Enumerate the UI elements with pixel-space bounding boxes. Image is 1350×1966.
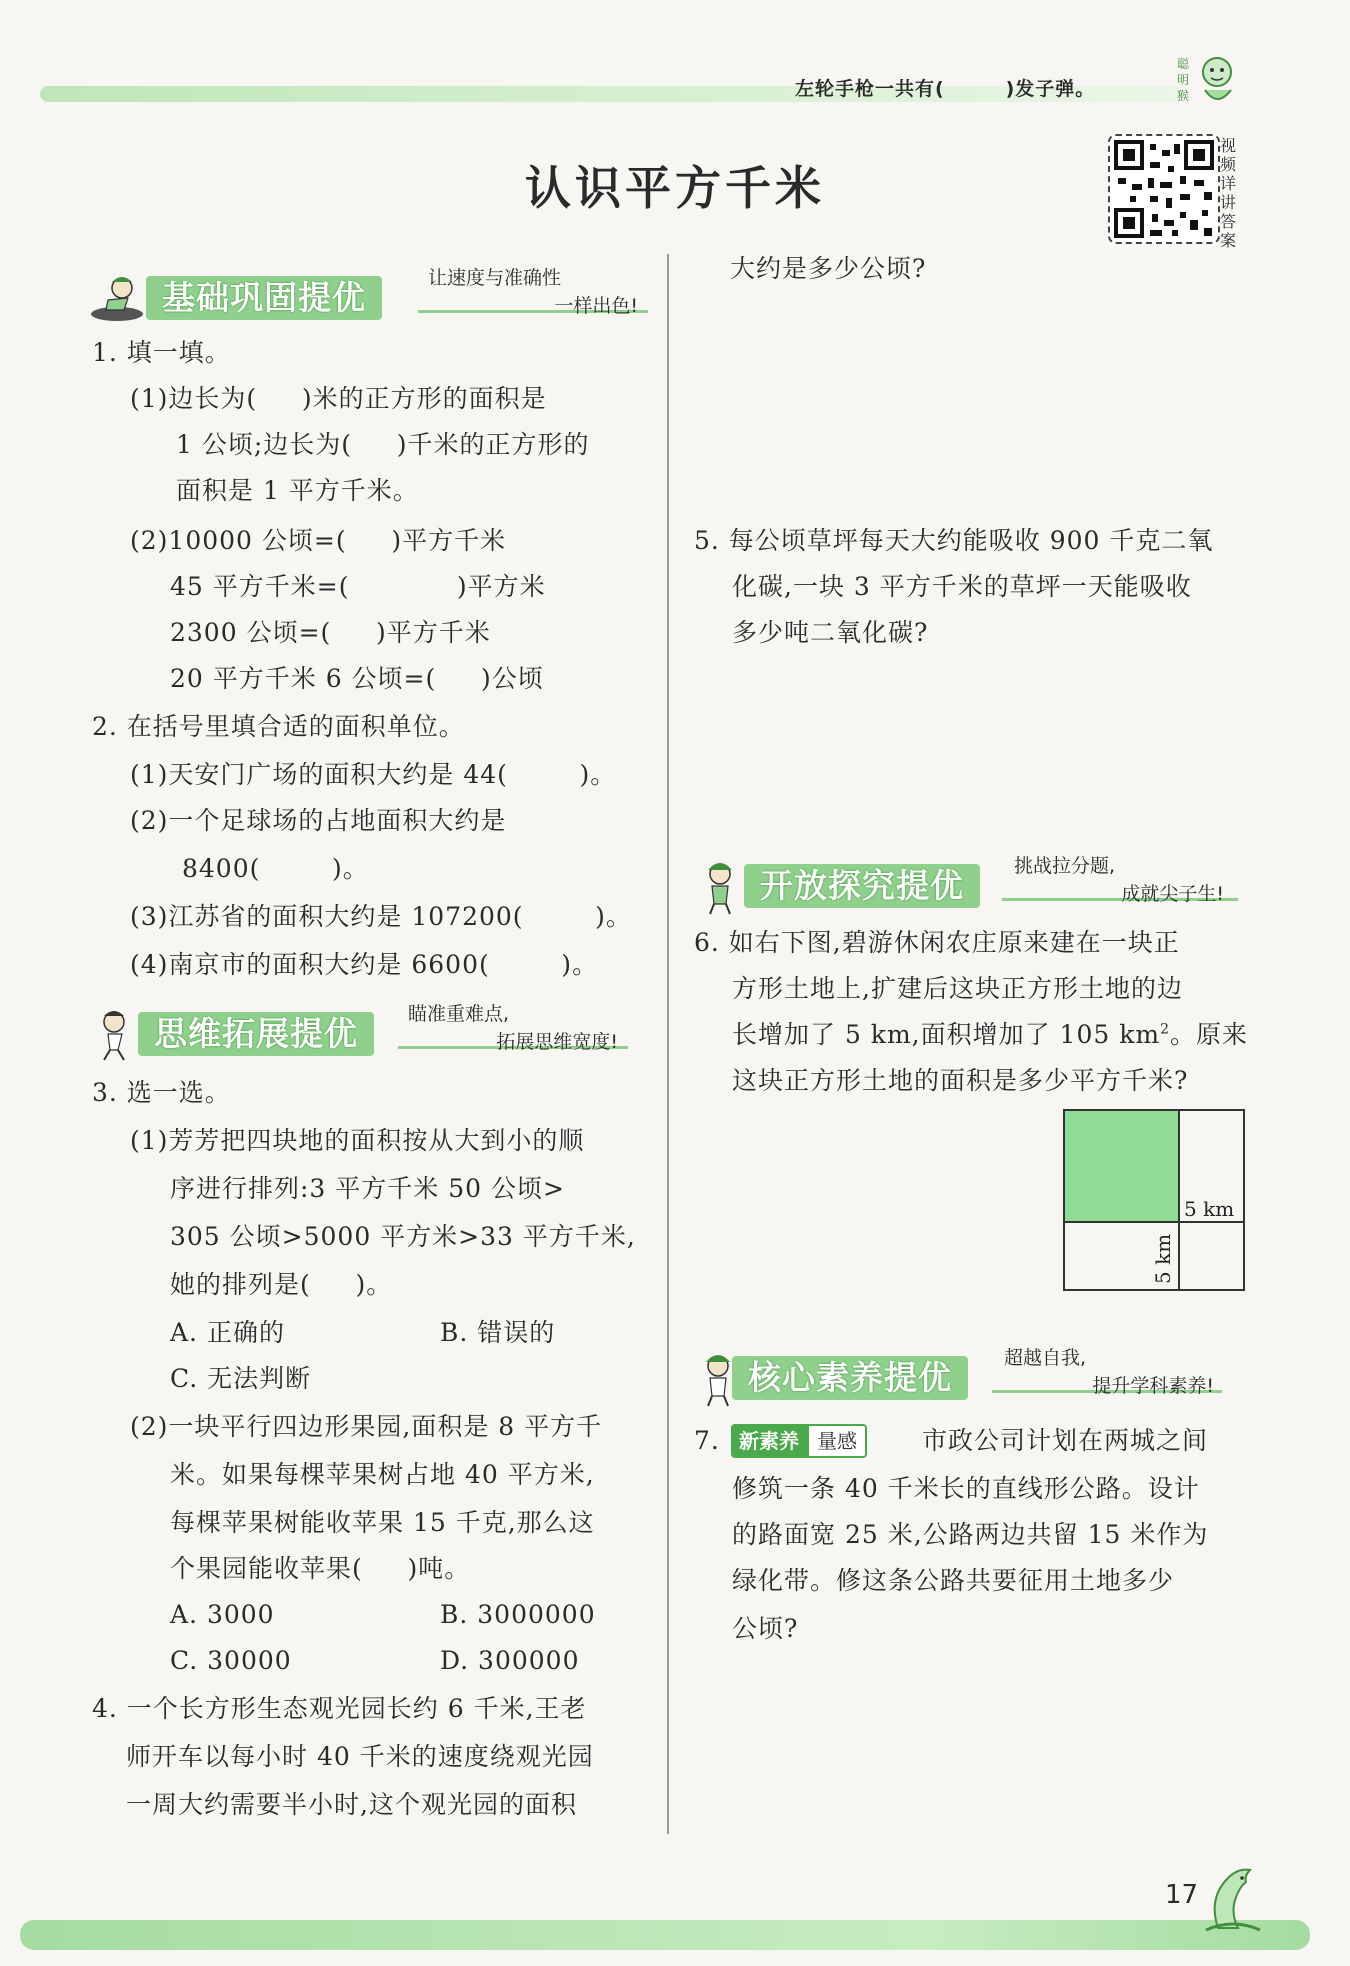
text-line: (2)一个足球场的占地面积大约是 [130, 806, 507, 835]
new-literacy-badge [731, 1424, 867, 1458]
q7-number: 7. [694, 1426, 720, 1455]
text-line: 长增加了 5 km,面积增加了 105 $km^2$。原来 [732, 1020, 1249, 1049]
choice-c: C. 30000 [170, 1646, 292, 1675]
q5-heading: 5. 每公顷草坪每天大约能吸收 900 千克二氧 [694, 526, 1214, 555]
text-line: 面积是 1 平方千米。 [176, 476, 419, 505]
kid-explorer-icon [692, 858, 750, 916]
text-line: 一周大约需要半小时,这个观光园的面积 [126, 1790, 577, 1819]
section-banner-open [692, 852, 1238, 924]
text-line: (3)江苏省的面积大约是 107200( )。 [130, 902, 632, 931]
text-line: 多少吨二氧化碳? [732, 618, 929, 647]
choice-b: B. 3000000 [440, 1600, 596, 1629]
section-banner-core [692, 1344, 1222, 1416]
text-line: 化碳,一块 3 平方千米的草坪一天能吸收 [732, 572, 1192, 601]
label-5km-right: 5 km [1184, 1197, 1235, 1221]
monkey-mascot-icon [1175, 50, 1245, 110]
section-title-core: 核心素养提优 [732, 1356, 968, 1400]
q2-heading: 2. 在括号里填合适的面积单位。 [92, 712, 465, 741]
text-line: 米。如果每棵苹果树占地 40 平方米, [170, 1460, 595, 1489]
badge-tag: 新素养 [731, 1424, 807, 1458]
text-line: (2)10000 公顷=( )平方千米 [130, 526, 507, 555]
section-banner-thinking [88, 1000, 628, 1072]
section-slogan-core: 超越自我, 提升学科素养! [1004, 1347, 1214, 1397]
section-title-basic: 基础巩固提优 [146, 276, 382, 320]
text-line: (1)天安门广场的面积大约是 44( )。 [130, 760, 617, 789]
text-line: 公顷? [732, 1614, 799, 1643]
choice-b: B. 错误的 [440, 1318, 556, 1347]
text-line: 修筑一条 40 千米长的直线形公路。设计 [732, 1474, 1200, 1503]
q6-heading: 6. 如右下图,碧游休闲农庄原来建在一块正 [694, 928, 1180, 957]
text-line: 个果园能收苹果( )吨。 [170, 1554, 471, 1583]
section-banner-basic [88, 264, 648, 336]
section-slogan-open: 挑战拉分题, 成就尖子生! [1014, 855, 1224, 905]
qr-caption: 视频详讲答案 [1220, 136, 1237, 250]
text-line: 2300 公顷=( )平方千米 [170, 618, 491, 647]
text-line: 这块正方形土地的面积是多少平方千米? [732, 1066, 1189, 1095]
text-line: 305 公顷>5000 平方米>33 平方千米, [170, 1222, 636, 1251]
section-slogan-basic: 让速度与准确性 一样出色! [428, 267, 638, 317]
bottom-band [20, 1920, 1310, 1950]
text-line: 方形土地上,扩建后这块正方形土地的边 [732, 974, 1183, 1003]
choice-d: D. 300000 [440, 1646, 580, 1675]
square-expansion-diagram [1062, 1108, 1246, 1292]
dolphin-icon [1198, 1858, 1268, 1938]
q1-heading: 1. 填一填。 [92, 338, 231, 367]
text-line: (4)南京市的面积大约是 6600( )。 [130, 950, 599, 979]
qr-code-icon[interactable] [1108, 134, 1220, 244]
page-number: 17 [1165, 1880, 1199, 1910]
original-square [1064, 1110, 1179, 1222]
choice-a: A. 3000 [170, 1600, 275, 1629]
column-divider [667, 254, 669, 1834]
text-line: 她的排列是( )。 [170, 1270, 393, 1299]
section-title-thinking: 思维拓展提优 [138, 1012, 374, 1056]
q3-heading: 3. 选一选。 [92, 1078, 231, 1107]
text-line: 大约是多少公顷? [730, 254, 927, 283]
svg-text:聪: 聪 [1177, 57, 1190, 71]
choice-c: C. 无法判断 [170, 1364, 312, 1393]
text-line: 45 平方千米=( )平方米 [170, 572, 546, 601]
text-line: 绿化带。修这条公路共要征用土地多少 [732, 1566, 1175, 1595]
text-line: (2)一块平行四边形果园,面积是 8 平方千 [130, 1412, 603, 1441]
text-line: 序进行排列:3 平方千米 50 公顷> [170, 1174, 565, 1203]
svg-text:明: 明 [1177, 73, 1190, 87]
section-slogan-thinking: 瞄准重难点, 拓展思维宽度! [408, 1003, 618, 1053]
riddle-text: 左轮手枪一共有( )发子弹。 [795, 78, 1096, 100]
svg-text:猴: 猴 [1177, 89, 1190, 103]
text-line: (1)芳芳把四块地的面积按从大到小的顺 [130, 1126, 585, 1155]
label-5km-left: 5 km [1151, 1233, 1175, 1284]
text-line: 的路面宽 25 米,公路两边共留 15 米作为 [732, 1520, 1209, 1549]
badge-topic: 量感 [807, 1424, 867, 1458]
text-line: 20 平方千米 6 公顷=( )公顷 [170, 664, 544, 693]
text-line: 师开车以每小时 40 千米的速度绕观光园 [126, 1742, 594, 1771]
text-line: (1)边长为( )米的正方形的面积是 [130, 384, 547, 413]
text-line: 每棵苹果树能收苹果 15 千克,那么这 [170, 1508, 595, 1537]
text-line: 8400( )。 [182, 854, 369, 883]
page-title: 认识平方千米 [525, 161, 825, 215]
kid-skateboard-icon [88, 270, 146, 328]
section-title-open: 开放探究提优 [744, 864, 980, 908]
text-line: 市政公司计划在两城之间 [922, 1426, 1209, 1455]
choice-a: A. 正确的 [170, 1318, 285, 1347]
text-line: 1 公顷;边长为( )千米的正方形的 [176, 430, 590, 459]
q4-heading: 4. 一个长方形生态观光园长约 6 千米,王老 [92, 1694, 587, 1723]
